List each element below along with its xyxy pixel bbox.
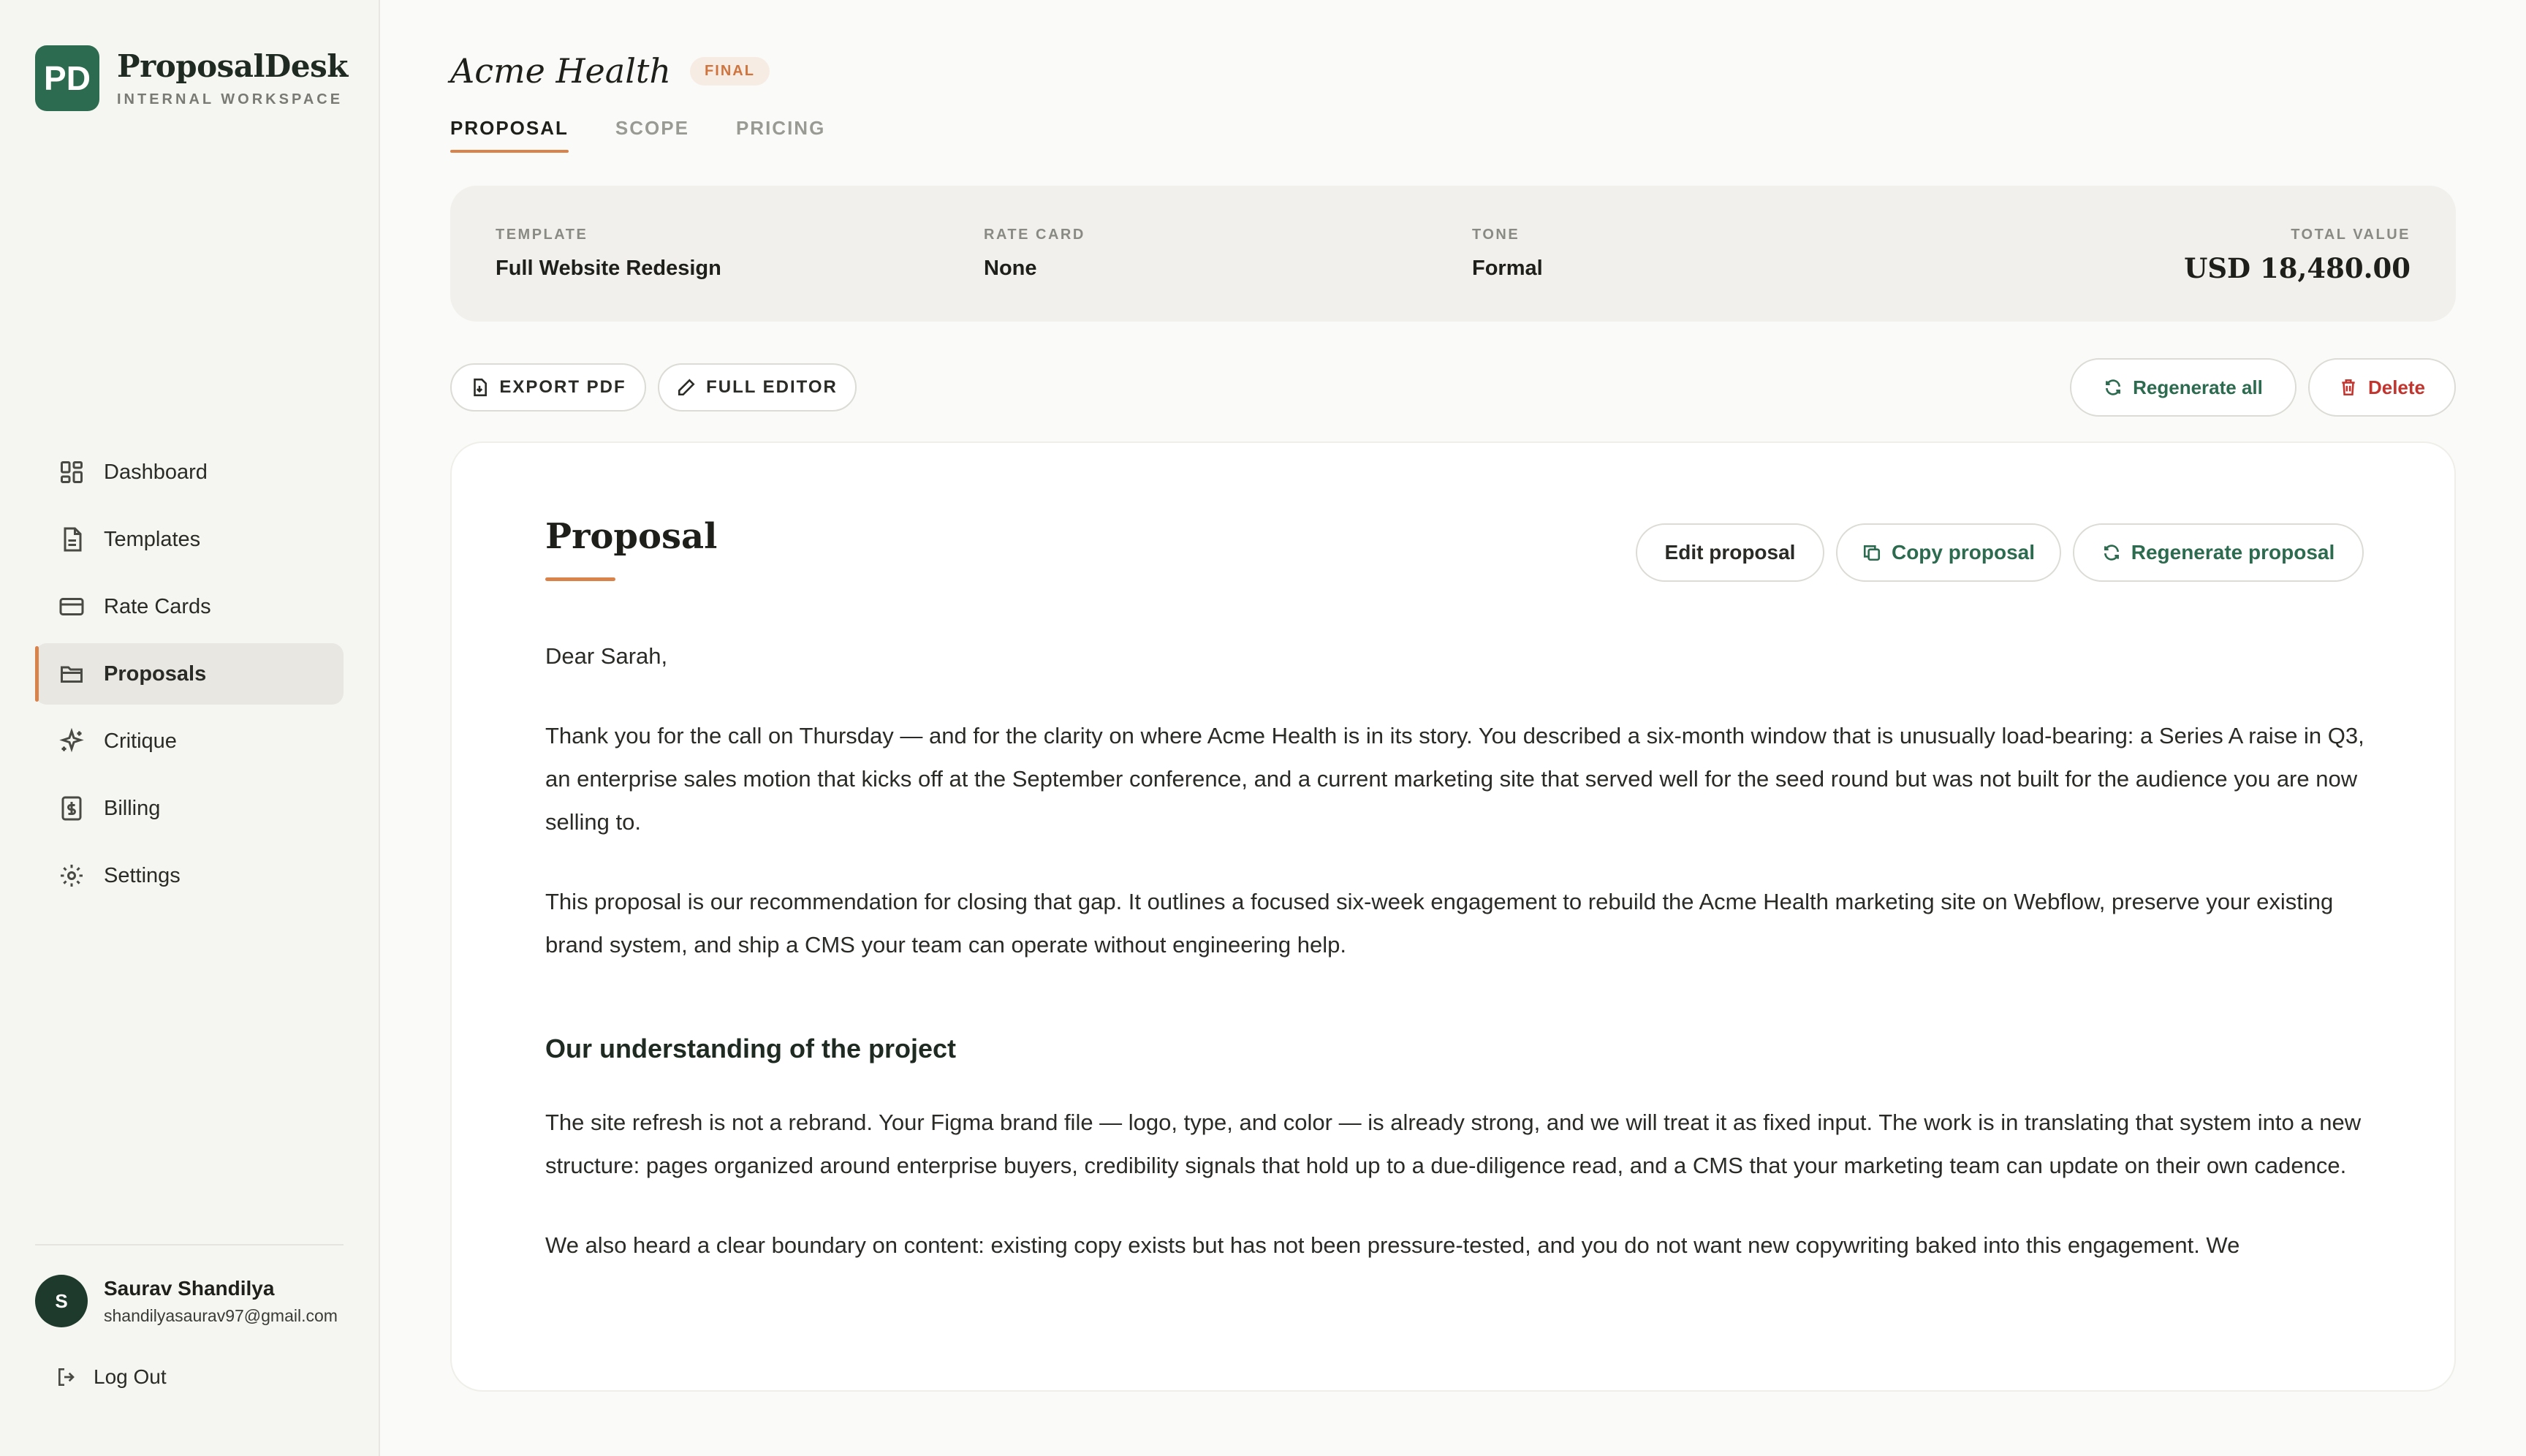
total-value: USD 18,480.00 <box>2184 252 2411 284</box>
regenerate-all-button[interactable] <box>2070 358 2296 417</box>
brand-subtitle: INTERNAL WORKSPACE <box>117 91 344 107</box>
logout-button[interactable] <box>56 1365 167 1389</box>
sidebar-item-critique[interactable] <box>35 710 344 772</box>
sidebar-nav <box>35 441 344 912</box>
summary-value: None <box>984 257 1037 280</box>
brand-name: ProposalDesk <box>117 48 348 84</box>
summary-value: Formal <box>1472 257 1543 280</box>
sidebar-item-label: Critique <box>104 729 177 753</box>
client-name: Acme Health <box>450 51 672 91</box>
summary-total <box>2184 227 2411 284</box>
tab-scope[interactable]: SCOPE <box>615 117 689 139</box>
sidebar <box>0 0 380 1456</box>
summary-label: TONE <box>1472 227 1520 243</box>
export-pdf-button[interactable] <box>450 363 646 412</box>
tab-proposal[interactable]: PROPOSAL <box>450 117 569 153</box>
sidebar-item-billing[interactable] <box>35 778 344 839</box>
sidebar-item-label: Settings <box>104 863 181 887</box>
paragraph: We also heard a clear boundary on content: existing copy exists but has not been pressure-tested, and you do not want new copywriting baked into this engagement. We <box>545 1232 2240 1258</box>
sidebar-item-rate-cards[interactable] <box>35 576 344 637</box>
delete-label: Delete <box>2367 376 2426 398</box>
sidebar-item-label: Rate Cards <box>104 594 211 618</box>
tab-pricing[interactable]: PRICING <box>735 117 826 139</box>
regenerate-proposal-button[interactable] <box>2073 523 2364 582</box>
page-title <box>450 51 770 91</box>
summary-template <box>496 227 721 281</box>
sidebar-item-label: Proposals <box>104 661 207 686</box>
card-icon <box>58 594 85 620</box>
regenerate-proposal-label: Regenerate proposal <box>2131 541 2335 564</box>
refresh-icon <box>2104 378 2123 397</box>
logout-label: Log Out <box>94 1365 167 1388</box>
export-pdf-label: EXPORT PDF <box>499 377 626 397</box>
section-heading: Our understanding of the project <box>545 1034 957 1063</box>
summary-tone <box>1472 227 1543 281</box>
folder-icon <box>58 661 85 687</box>
copy-proposal-label: Copy proposal <box>1891 541 2035 564</box>
proposal-document <box>450 441 2456 1392</box>
dashboard-icon <box>58 459 85 485</box>
paragraph: Thank you for the call on Thursday — and for the clarity on where Acme Health is in its story. You described a six-month window that is unusually load-bearing: a Series A raise in Q3, an enterprise sales motion that kicks off at the September conference, and a current marketing site that served well for the seed round but was not built for the audience you are now selling to. <box>545 723 2364 835</box>
gear-icon <box>58 862 85 889</box>
copy-icon <box>1862 543 1881 562</box>
summary-label: RATE CARD <box>984 227 1085 243</box>
document-icon <box>58 526 85 553</box>
sidebar-item-templates[interactable] <box>35 509 344 570</box>
sidebar-item-label: Templates <box>104 527 201 551</box>
tab-bar <box>450 117 872 153</box>
user-email: shandilyasaurav97@gmail.com <box>104 1305 338 1325</box>
sparkle-icon <box>58 728 85 754</box>
summary-rate-card <box>984 227 1085 281</box>
user-profile[interactable] <box>35 1275 338 1327</box>
regenerate-all-label: Regenerate all <box>2133 376 2263 398</box>
sidebar-item-dashboard[interactable] <box>35 441 344 503</box>
edit-proposal-label: Edit proposal <box>1664 541 1796 564</box>
sidebar-item-settings[interactable] <box>35 845 344 906</box>
status-badge: FINAL <box>690 57 770 86</box>
sidebar-item-label: Dashboard <box>104 460 208 484</box>
document-body <box>545 634 2365 1303</box>
copy-proposal-button[interactable] <box>1836 523 2061 582</box>
title-underline <box>545 577 615 581</box>
sidebar-divider <box>35 1244 344 1245</box>
refresh-icon <box>2102 543 2121 562</box>
paragraph: This proposal is our recommendation for closing that gap. It outlines a focused six-week engagement to rebuild the Acme Health marketing site on Webflow, preserve your existing brand system, and ship a CMS your team can operate without engineering help. <box>545 889 2334 958</box>
file-download-icon <box>470 378 489 397</box>
invoice-icon <box>58 795 85 822</box>
full-editor-button[interactable] <box>658 363 857 412</box>
summary-label: TOTAL VALUE <box>2291 227 2411 243</box>
document-title: Proposal <box>545 516 718 557</box>
avatar: S <box>35 1275 88 1327</box>
delete-button[interactable] <box>2308 358 2456 417</box>
pencil-icon <box>677 378 696 397</box>
proposal-summary <box>450 186 2456 322</box>
full-editor-label: FULL EDITOR <box>706 377 838 397</box>
greeting: Dear Sarah, <box>545 643 668 669</box>
trash-icon <box>2339 378 2358 397</box>
logout-icon <box>56 1365 79 1389</box>
brand-logo: PD <box>35 45 99 111</box>
summary-label: TEMPLATE <box>496 227 588 243</box>
paragraph: The site refresh is not a rebrand. Your Figma brand file — logo, type, and color — is already strong, and we will treat it as fixed input. The work is in translating that system into a new structure: pages organized around enterprise buyers, credibility signals that hold up to a due-diligence read, and a CMS that your marketing team can update on their own cadence. <box>545 1110 2362 1178</box>
user-name: Saurav Shandilya <box>104 1276 275 1300</box>
brand[interactable] <box>35 45 348 111</box>
edit-proposal-button[interactable] <box>1636 523 1824 582</box>
sidebar-item-proposals[interactable] <box>35 643 344 705</box>
summary-value: Full Website Redesign <box>496 257 721 280</box>
sidebar-item-label: Billing <box>104 796 161 820</box>
